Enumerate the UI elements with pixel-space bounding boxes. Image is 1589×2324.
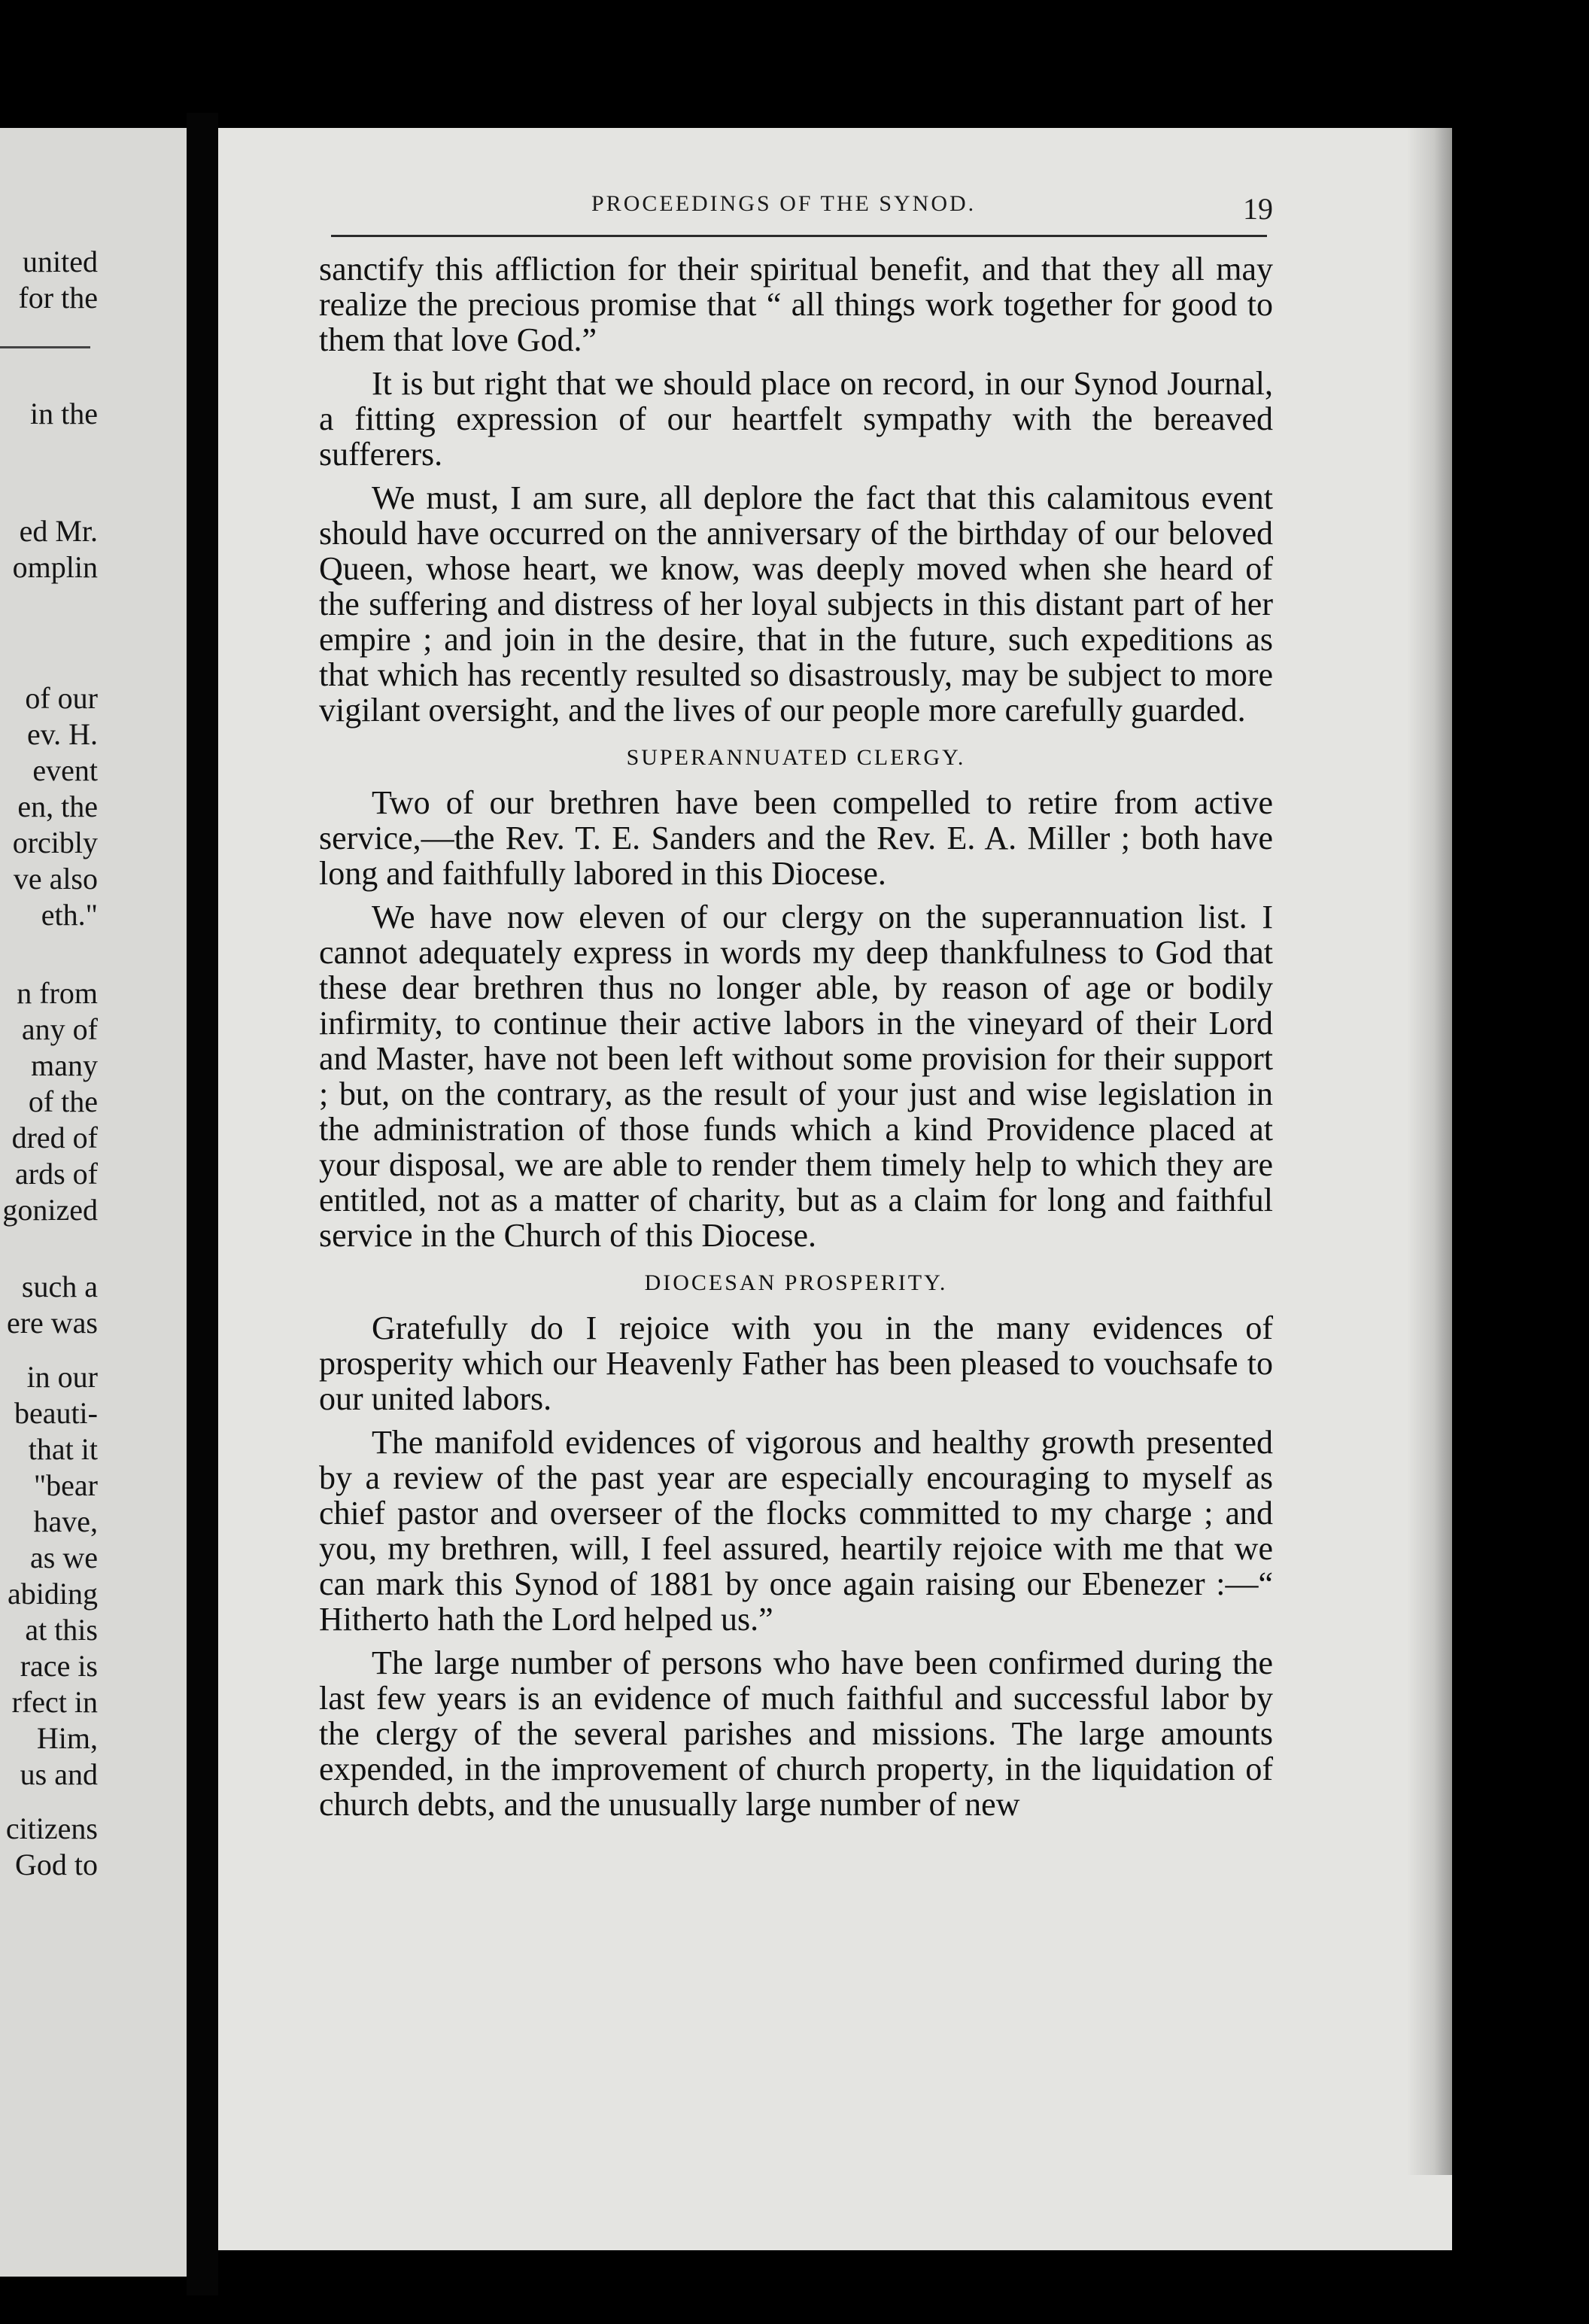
book-gutter (187, 113, 218, 2295)
left-page-line: us and (20, 1757, 98, 1791)
left-page-line: orcibly (12, 826, 98, 859)
left-page-line: such a (21, 1270, 98, 1303)
left-page-line: "bear (33, 1468, 98, 1502)
paragraph-2: It is but right that we should place on record, in our Synod Journal, a fitting expression of our heartfelt sympathy with the bereaved sufferers. (319, 365, 1273, 473)
paragraph-3: We must, I am sure, all deplore the fact that this calamitous event should have occurred on the anniversary of the birthday of our beloved Queen, whose heart, we know, was deeply moved when she heard of the suffering and distress of her loyal subjects in this distant part of her empire ; and join in the desire, that in the future, such expeditions as that which has recently resulted so disastrously, may be subject to more vigilant oversight, and the lives of our people more carefully guarded. (319, 479, 1273, 729)
left-page-line: race is (20, 1649, 98, 1683)
left-page-line: God to (15, 1848, 98, 1881)
left-page-text (0, 128, 187, 2277)
paragraph-6: Gratefully do I rejoice with you in the many evidences of prosperity which our Heavenly Father has been pleased to vouchsafe to our united labors. (319, 1310, 1273, 1417)
left-page-line: ve also (13, 862, 98, 896)
left-page-line: any of (21, 1012, 98, 1046)
page-number: 19 (1243, 192, 1273, 226)
left-page-line: eth." (41, 898, 98, 932)
left-page-line: of our (25, 681, 98, 715)
left-page-line: as we (30, 1541, 98, 1574)
running-head: PROCEEDINGS OF THE SYNOD. (591, 191, 977, 216)
left-page-line: that it (28, 1432, 98, 1466)
section-heading-diocesan-prosperity: DIOCESAN PROSPERITY. (644, 1270, 948, 1295)
paragraph-8: The large number of persons who have been confirmed during the last few years is an evidence of much faithful and successful labor by the clergy of the several parishes and missions. The large amounts expended, in the improvement of church property, in the liquidation of church debts, and the unusually large number of new (319, 1644, 1273, 1823)
paragraph-7: The manifold evidences of vigorous and healthy growth presented by a review of the past year are especially encouraging to myself as chief pastor and overseer of the flocks committed to my charge ; and you, my brethren, will, I feel assured, heartily rejoice with me that we can mark this Synod of 1881 by once again raising our Ebenezer :—“ Hitherto hath the Lord helped us.” (319, 1424, 1273, 1638)
page-edge-shadow (1407, 128, 1452, 2175)
left-page-line: rfect in (11, 1685, 98, 1719)
paragraph-4: Two of our brethren have been compelled to retire from active service,—the Rev. T. E. Sanders and the Rev. E. A. Miller ; both have long and faithfully labored in this Diocese. (319, 784, 1273, 892)
left-page-line: in our (26, 1360, 98, 1394)
left-page-line: many (31, 1048, 98, 1082)
body-text (319, 251, 1273, 1830)
left-page-line: omplin (12, 550, 98, 584)
left-page-line: of the (28, 1084, 98, 1118)
left-page-line: united (23, 245, 98, 278)
left-page-line: citizens (5, 1811, 98, 1845)
left-page-line: have, (33, 1504, 98, 1538)
left-page-line: beauti- (14, 1396, 98, 1430)
paragraph-5: We have now eleven of our clergy on the superannuation list. I cannot adequately express in words my deep thankfulness to God that these dear brethren thus no longer able, by reason of age or bodily infirmity, to continue their active labors in the vineyard of their Lord and Master, have not been left without some provision for their support ; but, on the contrary, as the result of your just and wise legislation in the administration of those funds which a kind Providence placed at your disposal, we are able to render them timely help to which they are entitled, not as a matter of charity, but as a claim for long and faithful service in the Church of this Diocese. (319, 899, 1273, 1254)
left-page-line: abiding (8, 1577, 98, 1611)
left-page-line: dred of (11, 1121, 98, 1154)
left-page-line: en, the (17, 789, 98, 823)
page-header (331, 191, 1309, 236)
paragraph-1: sanctify this affliction for their spiritual benefit, and that they all may realize the precious promise that “ all things work together for good to them that love God.” (319, 251, 1273, 358)
left-page-line: ere was (6, 1306, 98, 1340)
left-page-line: event (32, 753, 98, 787)
left-page-line: Him, (36, 1721, 98, 1755)
left-page-line: ards of (15, 1157, 98, 1191)
left-page-line: for the (18, 281, 98, 315)
left-page-line: ev. H. (26, 717, 98, 751)
left-page-line: n from (17, 976, 98, 1010)
left-page-line: gonized (2, 1193, 98, 1227)
left-facing-page (0, 128, 187, 2277)
section-heading-superannuated-clergy: SUPERANNUATED CLERGY. (626, 745, 966, 770)
header-rule (331, 235, 1267, 237)
left-page-line: ed Mr. (19, 514, 98, 548)
left-page-line: in the (30, 397, 98, 430)
left-page-line: at this (25, 1613, 98, 1647)
